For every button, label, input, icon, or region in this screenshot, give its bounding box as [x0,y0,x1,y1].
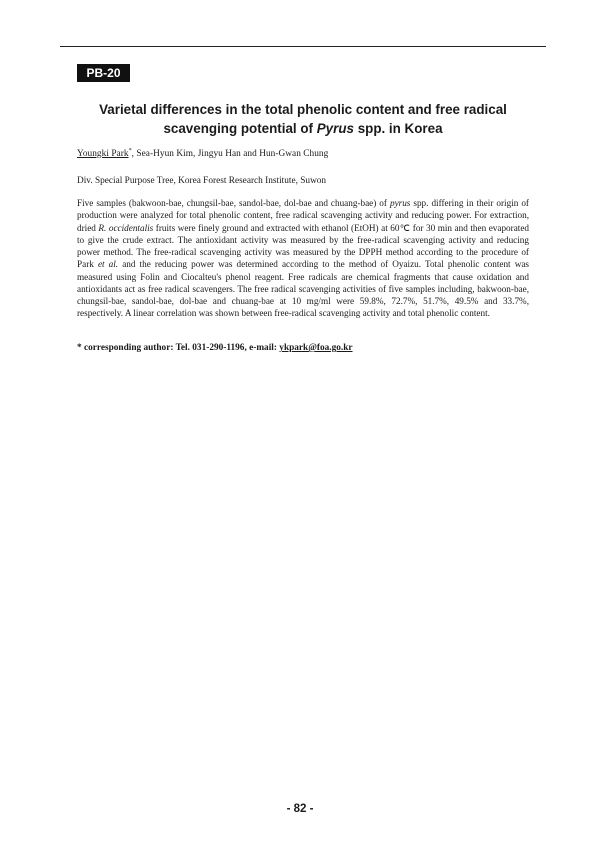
author-list [77,148,328,159]
title-line-1: Varietal differences in the total phenolic content and free radical [99,102,507,117]
email-link[interactable]: ykpark@foa.go.kr [279,343,353,353]
abstract-italic-3: et al. [97,259,119,270]
title-line-2 [60,119,546,138]
corresponding-label: * corresponding author: Tel. 031-290-1196, e-mail: [77,343,280,353]
first-author: Youngki Park [77,149,129,160]
title-line-2-pre: scavenging potential of [163,121,317,136]
abstract-part-4: and the reducing power was determined according to the method of Oyaizu. Total phenolic content was measured using Folin and Ciocalteu's phenol reagent. Free radicals are chemical fragments that cause oxidation and antioxidants act as free radical scavengers. The free radical scavenging activities of five samples including, bakwoon-bae, chungsil-bae, sandol-bae, dol-bae and chuang-bae at 10 mg/ml were 59.8%, 72.7%, 51.7%, 49.5% and 33.7%, respectively. A linear correlation was shown between free-radical scavenging activity and total phenolic content. [77,259,529,319]
session-badge: PB-20 [77,64,130,82]
corresponding-mark: * [128,148,132,154]
abstract [77,197,529,320]
paper-title [60,100,546,138]
abstract-part-1: Five samples (bakwoon-bae, chungsil-bae, sandol-bae, dol-bae and chuang-bae) of [77,198,390,208]
title-genus: Pyrus [316,121,354,136]
abstract-italic-2: R. occidentalis [98,222,154,233]
other-authors: , Sea-Hyun Kim, Jingyu Han and Hun-Gwan Chung [131,149,329,160]
page-number: - 82 - [286,803,314,815]
top-rule [60,46,546,47]
abstract-italic-1: pyrus [389,198,411,208]
affiliation: Div. Special Purpose Tree, Korea Forest Research Institute, Suwon [77,176,327,186]
abstract-part-3: fruits were finely ground and extracted with ethanol (EtOH) at 60℃ for 30 min and then evaporated to give the crude extract. The antioxidant activity was measured by the free-radical scavenging activity and reducing power method. The free-radical scavenging activity was measured by the DPPH method according to the procedure of Park [77,222,529,270]
corresponding-author [77,343,353,353]
abstract-part-2: spp. differing in their origin of production were analyzed for total phenolic content, free radical scavenging activity and reducing power. For extraction, dried [77,198,529,233]
title-line-2-post: spp. in Korea [353,121,443,136]
